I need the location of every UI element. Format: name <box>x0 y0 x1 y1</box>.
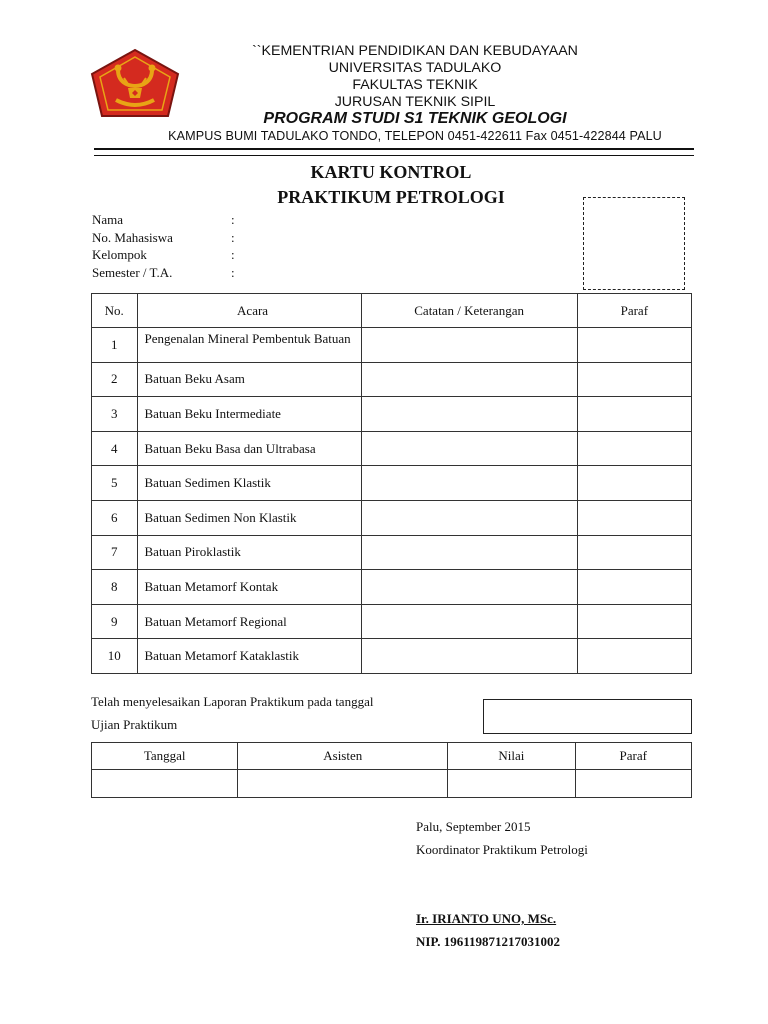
program-name: PROGRAM STUDI S1 TEKNIK GEOLOGI <box>263 110 567 127</box>
row-acara <box>137 328 361 363</box>
header-catatan: Catatan / Keterangan <box>361 294 577 328</box>
row-paraf-cell[interactable] <box>577 466 691 501</box>
field-kelompok <box>92 246 241 264</box>
row-paraf-cell[interactable] <box>577 431 691 466</box>
signatory-name: Ir. IRIANTO UNO, MSc. <box>416 911 557 926</box>
row-acara: Batuan Metamorf Regional <box>137 604 361 639</box>
document-subtitle: PRAKTIKUM PETROLOGI <box>277 187 505 207</box>
row-paraf-cell[interactable] <box>577 639 691 674</box>
department-name: JURUSAN TEKNIK SIPIL <box>334 94 496 110</box>
row-paraf-cell[interactable] <box>577 397 691 432</box>
row-catatan-cell[interactable] <box>361 362 577 397</box>
row-paraf-cell[interactable] <box>577 500 691 535</box>
row-catatan-cell[interactable] <box>361 639 577 674</box>
row-catatan-cell[interactable] <box>361 570 577 605</box>
exam-asisten-cell[interactable] <box>238 770 448 798</box>
table-row <box>92 397 692 432</box>
table-row <box>92 604 692 639</box>
field-label: Kelompok <box>92 247 147 263</box>
row-number: 10 <box>92 639 138 674</box>
acara-text: Pengenalan Mineral Pembentuk Batuan <box>144 331 351 347</box>
row-paraf-cell[interactable] <box>577 328 691 363</box>
row-number: 8 <box>92 570 138 605</box>
row-number: 5 <box>92 466 138 501</box>
document-title: KARTU KONTROL <box>310 162 472 182</box>
header-no: No. <box>92 294 138 328</box>
header-rule-thick <box>94 148 694 150</box>
row-number: 2 <box>92 362 138 397</box>
campus-address: KAMPUS BUMI TADULAKO TONDO, TELEPON 0451-422611 Fax 0451-422844 PALU <box>168 129 662 143</box>
row-catatan-cell[interactable] <box>361 466 577 501</box>
table-row <box>92 570 692 605</box>
table-row <box>92 362 692 397</box>
student-info <box>92 211 241 282</box>
ministry-name: ``KEMENTRIAN PENDIDIKAN DAN KEBUDAYAAN <box>252 43 578 59</box>
header-acara: Acara <box>137 294 361 328</box>
row-acara: Batuan Metamorf Kontak <box>137 570 361 605</box>
exam-row <box>92 770 692 798</box>
row-acara: Batuan Metamorf Kataklastik <box>137 639 361 674</box>
header-nilai: Nilai <box>448 743 575 770</box>
table-row <box>92 500 692 535</box>
row-number: 7 <box>92 535 138 570</box>
row-number: 9 <box>92 604 138 639</box>
field-no-mahasiswa <box>92 229 241 247</box>
row-paraf-cell[interactable] <box>577 535 691 570</box>
row-acara: Batuan Beku Intermediate <box>137 397 361 432</box>
institution-header <box>150 43 680 111</box>
exam-table <box>91 742 692 798</box>
field-colon: : <box>231 229 235 245</box>
row-acara: Batuan Sedimen Non Klastik <box>137 500 361 535</box>
field-colon: : <box>231 212 235 227</box>
table-header-row <box>92 294 692 328</box>
signature-place-date: Palu, September 2015 <box>416 819 531 834</box>
header-paraf: Paraf <box>575 743 691 770</box>
header-tanggal: Tanggal <box>92 743 238 770</box>
header-paraf: Paraf <box>577 294 691 328</box>
header-rule-thin <box>94 155 694 156</box>
field-label: No. Mahasiswa <box>92 229 173 245</box>
table-row <box>92 328 692 363</box>
row-paraf-cell[interactable] <box>577 570 691 605</box>
exam-nilai-cell[interactable] <box>448 770 575 798</box>
table-row <box>92 639 692 674</box>
row-catatan-cell[interactable] <box>361 535 577 570</box>
practicum-table <box>91 293 692 674</box>
field-colon: : <box>231 247 235 263</box>
row-number: 6 <box>92 500 138 535</box>
row-acara: Batuan Piroklastik <box>137 535 361 570</box>
signature-role: Koordinator Praktikum Petrologi <box>416 842 588 857</box>
table-row <box>92 431 692 466</box>
row-catatan-cell[interactable] <box>361 328 577 363</box>
photo-placeholder <box>583 197 685 290</box>
row-paraf-cell[interactable] <box>577 362 691 397</box>
row-catatan-cell[interactable] <box>361 604 577 639</box>
row-catatan-cell[interactable] <box>361 397 577 432</box>
row-catatan-cell[interactable] <box>361 431 577 466</box>
field-semester <box>92 264 241 282</box>
row-catatan-cell[interactable] <box>361 500 577 535</box>
row-number: 3 <box>92 397 138 432</box>
row-number: 1 <box>92 328 138 363</box>
completion-statement: Telah menyelesaikan Laporan Praktikum pada tanggal <box>91 694 374 709</box>
exam-label: Ujian Praktikum <box>91 717 178 732</box>
university-name: UNIVERSITAS TADULAKO <box>328 60 502 76</box>
field-label: Semester / T.A. <box>92 265 173 281</box>
exam-header-row <box>92 743 692 770</box>
row-paraf-cell[interactable] <box>577 604 691 639</box>
signatory-nip: NIP. 196119871217031002 <box>416 934 560 949</box>
completion-date-box[interactable] <box>483 699 692 734</box>
table-row <box>92 466 692 501</box>
field-label: Nama <box>92 212 124 227</box>
exam-paraf-cell[interactable] <box>575 770 691 798</box>
faculty-name: FAKULTAS TEKNIK <box>352 77 478 93</box>
header-asisten: Asisten <box>238 743 448 770</box>
row-acara: Batuan Beku Asam <box>137 362 361 397</box>
exam-tanggal-cell[interactable] <box>92 770 238 798</box>
row-number: 4 <box>92 431 138 466</box>
table-row <box>92 535 692 570</box>
field-colon: : <box>231 265 235 281</box>
row-acara: Batuan Beku Basa dan Ultrabasa <box>137 431 361 466</box>
field-nama <box>92 211 241 229</box>
row-acara: Batuan Sedimen Klastik <box>137 466 361 501</box>
